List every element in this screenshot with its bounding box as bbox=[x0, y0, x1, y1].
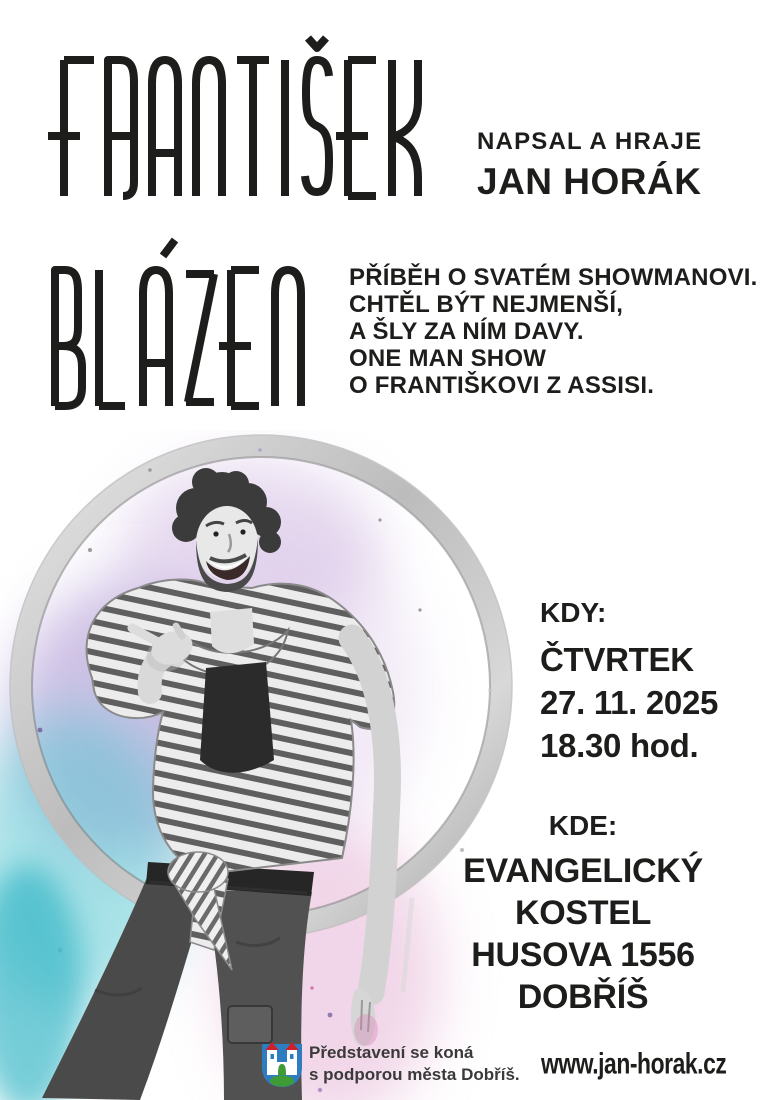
where-venue-line1: EVANGELICKÝ bbox=[463, 852, 703, 890]
synopsis-line: CHTĚL BÝT NEJMENŠÍ, bbox=[349, 291, 624, 318]
credit-author: JAN HORÁK bbox=[477, 161, 702, 202]
synopsis-line: PŘÍBĚH O SVATÉM SHOWMANOVI. bbox=[349, 264, 758, 291]
support-note-line: Představení se koná bbox=[309, 1043, 474, 1062]
website-url: www.jan-horak.cz bbox=[541, 1046, 727, 1081]
credit-block bbox=[477, 128, 702, 203]
title-blazen bbox=[35, 236, 309, 410]
synopsis-line: ONE MAN SHOW bbox=[349, 345, 547, 372]
where-label: KDE: bbox=[548, 810, 618, 841]
when-time: 18.30 hod. bbox=[540, 727, 699, 764]
support-note bbox=[309, 1042, 520, 1086]
when-day: ČTVRTEK bbox=[540, 641, 694, 678]
event-where bbox=[443, 810, 723, 1018]
synopsis-line: O FRANTIŠKOVI Z ASSISI. bbox=[349, 372, 655, 399]
synopsis bbox=[349, 264, 758, 399]
when-date: 27. 11. 2025 bbox=[540, 684, 719, 721]
dobris-coat-of-arms bbox=[261, 1040, 303, 1088]
credit-label: NAPSAL A HRAJE bbox=[477, 128, 703, 155]
when-label: KDY: bbox=[540, 597, 607, 628]
where-address: HUSOVA 1556 bbox=[471, 936, 695, 974]
title-frantisek bbox=[44, 26, 426, 200]
where-city: DOBŘÍŠ bbox=[517, 978, 649, 1016]
where-venue-line2: KOSTEL bbox=[514, 894, 652, 932]
support-note-line: s podporou města Dobříš. bbox=[309, 1065, 520, 1084]
event-when bbox=[540, 597, 718, 767]
performer-photo bbox=[0, 430, 516, 1100]
synopsis-line: A ŠLY ZA NÍM DAVY. bbox=[349, 318, 584, 345]
